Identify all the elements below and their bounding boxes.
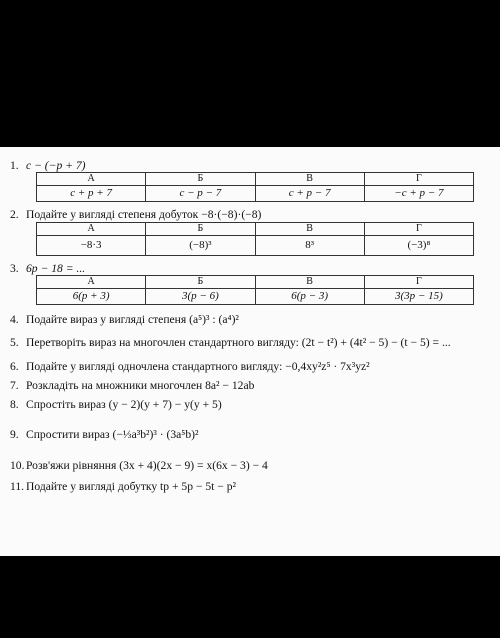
question-number: 7. xyxy=(10,378,19,392)
question-number: 6. xyxy=(10,359,19,373)
question-text: Подайте у вигляді добутку tp + 5p − 5t − p² xyxy=(26,480,236,494)
worksheet xyxy=(0,147,500,556)
question-number: 9. xyxy=(10,427,19,441)
option-letter: А xyxy=(37,173,146,186)
answer-table-2 xyxy=(36,222,474,256)
question-number: 3. xyxy=(10,261,19,275)
option-value: 3(3p − 15) xyxy=(364,288,473,304)
question-number: 11. xyxy=(10,480,25,494)
question-text: Подайте вираз у вигляді степеня (a⁵)³ : (a⁴)² xyxy=(26,312,239,326)
option-letter: Б xyxy=(146,222,255,235)
question-text: Розкладіть на множники многочлен 8a² − 12ab xyxy=(26,378,255,392)
option-value: (−8)³ xyxy=(146,235,255,255)
option-letter: А xyxy=(37,275,146,288)
question-9 xyxy=(10,428,494,441)
question-text: Подайте у вигляді степеня добуток −8·(−8)·(−8) xyxy=(26,208,262,222)
question-8 xyxy=(10,398,494,411)
option-value: 6(p − 3) xyxy=(255,288,364,304)
option-letter: А xyxy=(37,222,146,235)
question-3 xyxy=(10,262,494,275)
question-7 xyxy=(10,379,494,392)
option-value: 6(p + 3) xyxy=(37,288,146,304)
option-value: c − p − 7 xyxy=(146,186,255,202)
answer-table-1 xyxy=(36,172,474,202)
question-number: 8. xyxy=(10,398,19,412)
option-value: −c + p − 7 xyxy=(364,186,473,202)
question-text: Спростити вираз (−⅓a³b²)³ · (3a⁵b)² xyxy=(26,427,199,441)
option-letter: В xyxy=(255,222,364,235)
question-text: Перетворіть вираз на многочлен стандартного вигляду: (2t − t²) + (4t² − 5) − (t − 5) = ... xyxy=(26,336,451,350)
question-number: 5. xyxy=(10,336,19,350)
option-value: c + p + 7 xyxy=(37,186,146,202)
option-value: (−3)⁸ xyxy=(364,235,473,255)
option-letter: Б xyxy=(146,275,255,288)
option-value: 8³ xyxy=(255,235,364,255)
question-number: 2. xyxy=(10,208,19,222)
option-letter: Г xyxy=(364,275,473,288)
question-6 xyxy=(10,360,494,373)
question-11 xyxy=(10,480,494,493)
option-letter: Г xyxy=(364,222,473,235)
question-text: Розв'яжи рівняння (3x + 4)(2x − 9) = x(6x − 3) − 4 xyxy=(26,458,268,472)
option-letter: В xyxy=(255,173,364,186)
question-5 xyxy=(10,336,494,349)
question-text: 6p − 18 = ... xyxy=(26,261,86,275)
question-4 xyxy=(10,313,494,326)
question-text: Подайте у вигляді одночлена стандартного вигляду: −0,4xy²z⁵ · 7x³yz² xyxy=(26,359,370,373)
question-number: 4. xyxy=(10,312,19,326)
option-value: −8·3 xyxy=(37,235,146,255)
option-letter: В xyxy=(255,275,364,288)
question-2 xyxy=(10,208,494,221)
option-letter: Г xyxy=(364,173,473,186)
question-text: Спростіть вираз (y − 2)(y + 7) − y(y + 5) xyxy=(26,398,222,412)
question-text: c − (−p + 7) xyxy=(26,159,86,172)
option-value: 3(p − 6) xyxy=(146,288,255,304)
answer-table-3 xyxy=(36,275,474,305)
option-value: c + p − 7 xyxy=(255,186,364,202)
question-1 xyxy=(10,159,494,172)
option-letter: Б xyxy=(146,173,255,186)
question-10 xyxy=(10,459,494,472)
question-number: 1. xyxy=(10,159,19,172)
question-number: 10. xyxy=(10,458,25,472)
